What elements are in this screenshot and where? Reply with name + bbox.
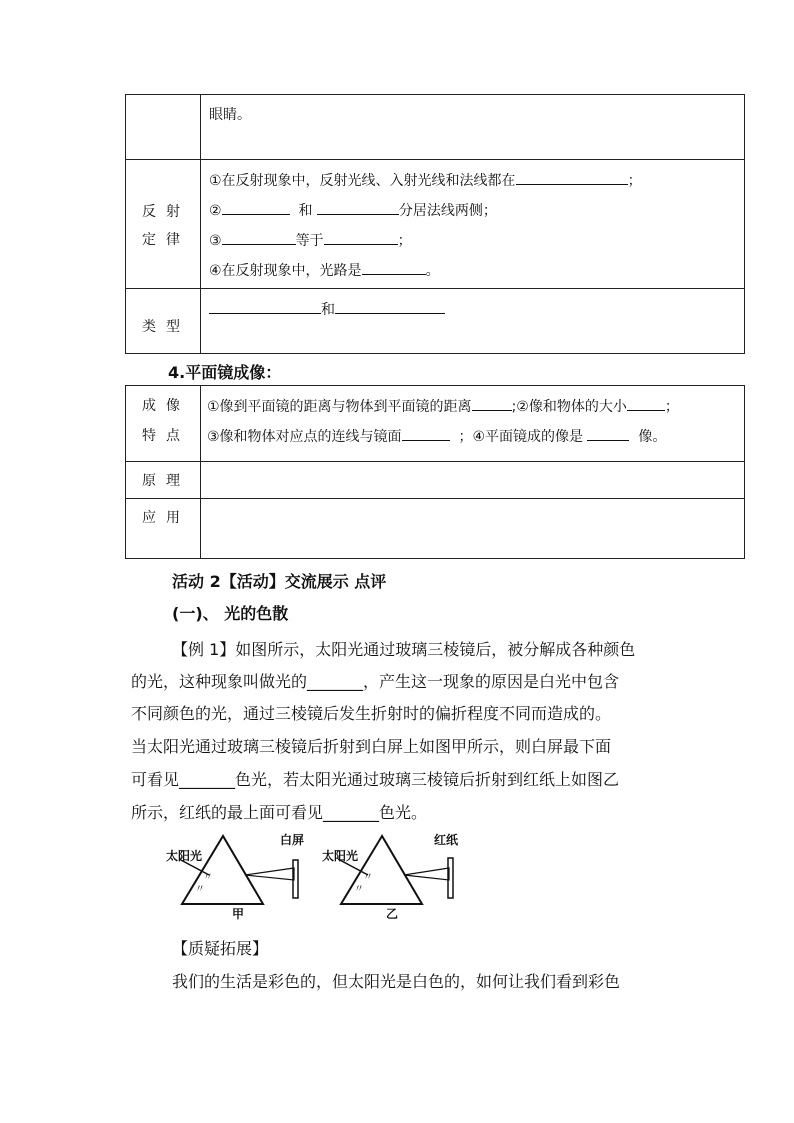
eye-text: 眼睛。 [209,107,251,123]
prism-figure [165,828,475,923]
law-line-4: ④在反射现象中，光路是 。 [209,260,440,281]
expand-text: 我们的生活是彩色的，但太阳光是白色的，如何让我们看到彩色 [172,972,621,991]
caption-yi: 乙 [386,907,399,921]
table1-row0-content [201,95,745,160]
principle-content [201,462,745,499]
svg-text:〃: 〃 [195,884,205,895]
image-feature-content [201,386,745,462]
svg-text:〃: 〃 [354,884,364,895]
type-line: 和 [209,299,445,320]
reflection-law-label: 反射 定律 [126,160,201,289]
reflection-table [125,94,745,354]
law-line-1: ①在反射现象中，反射光线、入射光线和法线都在 ； [209,170,642,191]
red-paper-label: 红纸 [434,833,459,847]
caption-jia: 甲 [232,907,245,921]
type-label: 类型 [126,289,201,354]
table1-row0-label [126,95,201,160]
type-content [201,289,745,354]
sun-label-right: 太阳光 [322,849,359,863]
example-line-4: 当太阳光通过玻璃三棱镜后折射到白屏上如图甲所示，则白屏最下面 [131,737,612,756]
feature-line-2: ③像和物体对应点的连线与镜面 ；④平面镜成的像是 像。 [207,426,666,447]
example-line-6: 所示，红纸的最上面可看见_______色光。 [131,803,428,822]
activity-title: 活动 2【活动】交流展示 点评 [172,572,387,591]
example-line-5: 可看见_______色光，若太阳光通过玻璃三棱镜后折射到红纸上如图乙 [131,770,620,789]
white-screen-label: 白屏 [280,833,305,847]
svg-text:〃: 〃 [363,872,373,883]
law-line-3: ③ 等于 ； [209,230,412,251]
application-content [201,499,745,559]
example-line-2: 的光，这种现象叫做光的_______，产生这一现象的原因是白光中包含 [131,672,620,691]
plane-mirror-table [125,385,745,559]
law-line-2: ② 和 分居法线两侧； [209,200,497,221]
feature-line-1: ①像到平面镜的距离与物体到平面镜的距离 ;②像和物体的大小 ； [207,396,679,417]
image-feature-label: 成像 特点 [126,386,201,462]
sun-label-left: 太阳光 [166,849,203,863]
subsection-title: (一)、 光的色散 [172,604,289,623]
section4-title: 4.平面镜成像： [168,363,282,382]
principle-label: 原理 [126,462,201,499]
example-line-3: 不同颜色的光，通过三棱镜后发生折射时的偏折程度不同而造成的。 [131,704,612,723]
reflection-law-content [201,160,745,289]
example-line-1: 【例 1】如图所示，太阳光通过玻璃三棱镜后，被分解成各种颜色 [172,640,636,659]
svg-text:〃: 〃 [203,872,213,883]
application-label: 应用 [126,499,201,559]
expand-title: 【质疑拓展】 [172,939,269,958]
